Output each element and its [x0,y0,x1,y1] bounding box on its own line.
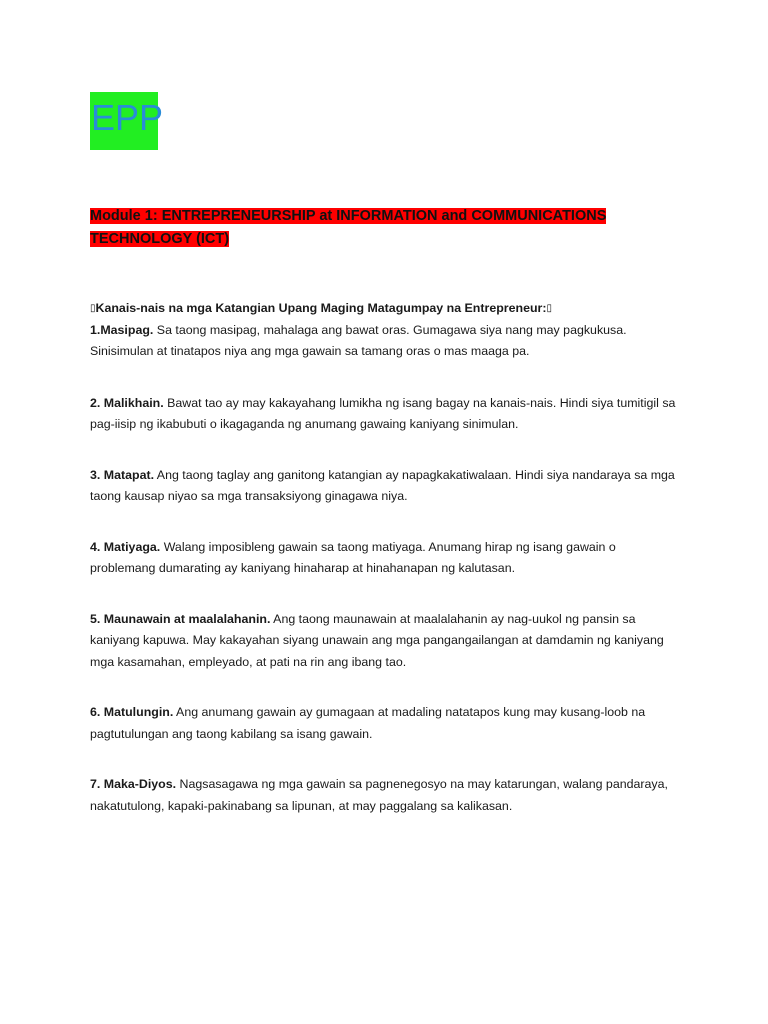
trait-paragraph-3 [90,465,680,508]
trait-term: 2. Malikhain. [90,395,164,410]
trait-text: Sa taong masipag, mahalaga ang bawat oras. Gumagawa siya nang may pagkukusa. Sinisimulan at tinatapos niya ang mga gawain sa tamang oras o mas maaga pa. [90,322,627,358]
trait-term: 4. Matiyaga. [90,539,161,554]
document-body [90,298,680,846]
module-heading [90,205,650,251]
missing-glyph-icon: ▯ [90,303,96,314]
trait-paragraph-6 [90,702,680,745]
trait-term: 6. Matulungin. [90,705,174,719]
document-title: EPP [91,97,164,138]
trait-paragraph-2 [90,393,680,436]
trait-term: 7. Maka-Diyos. [90,777,177,791]
trait-term: 5. Maunawain at maalalahanin. [90,611,271,626]
trait-paragraph-4 [90,537,680,580]
missing-glyph-icon: ▯ [546,303,552,314]
trait-term: 1.Masipag. [90,322,154,337]
trait-text: Walang imposibleng gawain sa taong matiyaga. Anumang hirap ng isang gawain o problemang dumarating ay kaniyang hinaharap at hinahanapan ng kalutasan. [90,539,616,575]
trait-text: Ang anumang gawain ay gumagaan at madaling natatapos kung may kusang-loob na pagtutulungan ang taong kabilang sa isang gawain. [90,705,646,741]
trait-term: 3. Matapat. [90,467,155,482]
trait-paragraph-7 [90,774,680,817]
intro-line [90,298,680,320]
trait-paragraph-1 [90,298,680,363]
module-heading-text: Module 1: ENTREPRENEURSHIP at INFORMATION and COMMUNICATIONS TECHNOLOGY (ICT) [90,208,607,247]
trait-text: Nagsasagawa ng mga gawain sa pagnenegosyo na may katarungan, walang pandaraya, nakatutulong, kapaki-pakinabang sa lipunan, at may paggalang sa kalikasan. [90,777,668,813]
trait-text: Bawat tao ay may kakayahang lumikha ng isang bagay na kanais-nais. Hindi siya tumitigil sa pag-iisip ng ikabubuti o ikagaganda ng anumang gawaing kaniyang sinimulan. [90,395,676,431]
trait-text: Ang taong maunawain at maalalahanin ay nag-uukol ng pansin sa kaniyang kapuwa. May kakayahan siyang unawain ang mga pangangailangan at damdamin ng kaniyang mga kasamahan, empleyado, at pati na rin ang ibang tao. [90,611,664,669]
trait-paragraph-5 [90,609,680,674]
intro-text: Kanais-nais na mga Katangian Upang Maging Matagumpay na Entrepreneur: [95,301,547,315]
trait-text: Ang taong taglay ang ganitong katangian ay napagkakatiwalaan. Hindi siya nandaraya sa mga taong kausap niyao sa mga transaksiyong ginagawa niya. [90,467,675,503]
